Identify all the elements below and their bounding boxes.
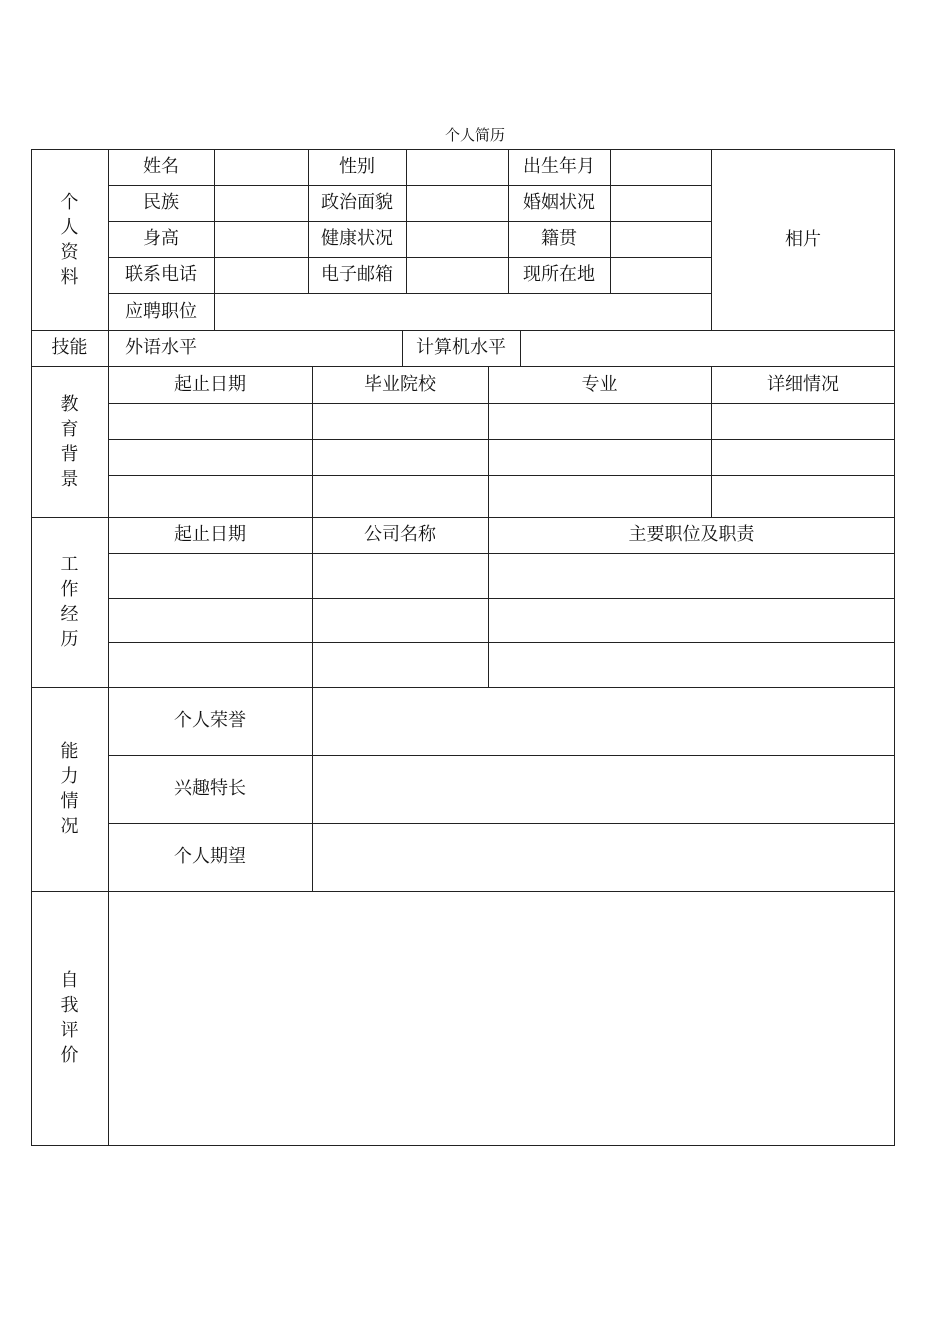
computer-field[interactable] bbox=[520, 330, 894, 366]
section-char: 人 bbox=[60, 216, 79, 238]
section-label-skills: 技能 bbox=[51, 337, 88, 358]
edu-header-school: 毕业院校 bbox=[364, 373, 436, 395]
interests-field[interactable] bbox=[312, 755, 895, 823]
section-char: 教 bbox=[60, 393, 79, 415]
photo-placeholder: 相片 bbox=[785, 228, 821, 250]
gender-field[interactable] bbox=[406, 149, 508, 185]
health-label: 健康状况 bbox=[321, 228, 393, 249]
birth-label: 出生年月 bbox=[523, 156, 595, 177]
edu-header-major: 专业 bbox=[581, 373, 618, 395]
section-label-work bbox=[31, 517, 108, 687]
section-char: 资 bbox=[60, 241, 79, 263]
edu-header-details: 详细情况 bbox=[767, 373, 839, 395]
language-field[interactable] bbox=[214, 330, 402, 366]
section-label-self-eval bbox=[31, 891, 108, 1145]
email-field[interactable] bbox=[406, 257, 508, 293]
section-label-personal bbox=[31, 149, 108, 330]
work-row[interactable] bbox=[108, 553, 895, 598]
name-field[interactable] bbox=[214, 149, 308, 185]
height-field[interactable] bbox=[214, 221, 308, 257]
name-label: 姓名 bbox=[143, 156, 179, 177]
section-char: 我 bbox=[60, 995, 79, 1016]
location-field[interactable] bbox=[610, 257, 711, 293]
height-label: 身高 bbox=[143, 228, 179, 249]
phone-field[interactable] bbox=[214, 257, 308, 293]
edu-header-dates: 起止日期 bbox=[174, 373, 246, 395]
political-label: 政治面貌 bbox=[321, 192, 393, 213]
email-label: 电子邮箱 bbox=[321, 264, 393, 285]
page-title: 个人简历 bbox=[444, 126, 505, 144]
position-label: 应聘职位 bbox=[125, 300, 197, 322]
resume-table bbox=[31, 149, 895, 1146]
political-field[interactable] bbox=[406, 185, 508, 221]
honors-field[interactable] bbox=[312, 687, 895, 755]
work-header-company: 公司名称 bbox=[364, 524, 436, 545]
work-header-dates: 起止日期 bbox=[174, 524, 246, 545]
edu-row[interactable] bbox=[108, 439, 895, 475]
section-char: 价 bbox=[60, 1045, 79, 1066]
section-label-education bbox=[31, 366, 108, 517]
expectation-label: 个人期望 bbox=[174, 846, 246, 867]
section-char: 能 bbox=[60, 741, 79, 762]
border-bottom bbox=[31, 1145, 895, 1146]
section-char: 育 bbox=[60, 418, 79, 440]
edu-row[interactable] bbox=[108, 475, 895, 517]
section-label-ability bbox=[31, 687, 108, 891]
native-place-field[interactable] bbox=[610, 221, 711, 257]
birth-field[interactable] bbox=[610, 149, 711, 185]
computer-label: 计算机水平 bbox=[416, 337, 506, 358]
language-label: 外语水平 bbox=[125, 337, 197, 358]
ethnicity-field[interactable] bbox=[214, 185, 308, 221]
section-char: 料 bbox=[60, 266, 79, 288]
section-char: 评 bbox=[60, 1020, 79, 1041]
section-char: 个 bbox=[60, 191, 79, 213]
section-char: 背 bbox=[60, 443, 79, 465]
marital-label: 婚姻状况 bbox=[523, 192, 595, 213]
work-row[interactable] bbox=[108, 598, 895, 642]
native-place-label: 籍贯 bbox=[541, 228, 577, 249]
interests-label: 兴趣特长 bbox=[174, 778, 246, 799]
section-char: 景 bbox=[60, 468, 79, 490]
location-label: 现所在地 bbox=[523, 264, 595, 285]
gender-label: 性别 bbox=[339, 156, 375, 177]
edu-row[interactable] bbox=[108, 403, 895, 439]
section-char: 经 bbox=[60, 604, 79, 625]
work-header-duties: 主要职位及职责 bbox=[628, 524, 755, 545]
position-field[interactable] bbox=[214, 293, 711, 330]
section-char: 自 bbox=[60, 970, 79, 991]
work-row[interactable] bbox=[108, 642, 895, 687]
ethnicity-label: 民族 bbox=[143, 192, 179, 213]
expectation-field[interactable] bbox=[312, 823, 895, 891]
section-char: 力 bbox=[60, 766, 79, 787]
section-char: 况 bbox=[60, 816, 79, 837]
section-char: 情 bbox=[60, 791, 79, 812]
section-char: 工 bbox=[60, 554, 79, 575]
self-eval-field[interactable] bbox=[108, 891, 895, 1145]
section-char: 作 bbox=[60, 579, 79, 600]
phone-label: 联系电话 bbox=[125, 264, 197, 285]
section-char: 历 bbox=[60, 629, 79, 650]
marital-field[interactable] bbox=[610, 185, 711, 221]
health-field[interactable] bbox=[406, 221, 508, 257]
honors-label: 个人荣誉 bbox=[174, 710, 246, 731]
